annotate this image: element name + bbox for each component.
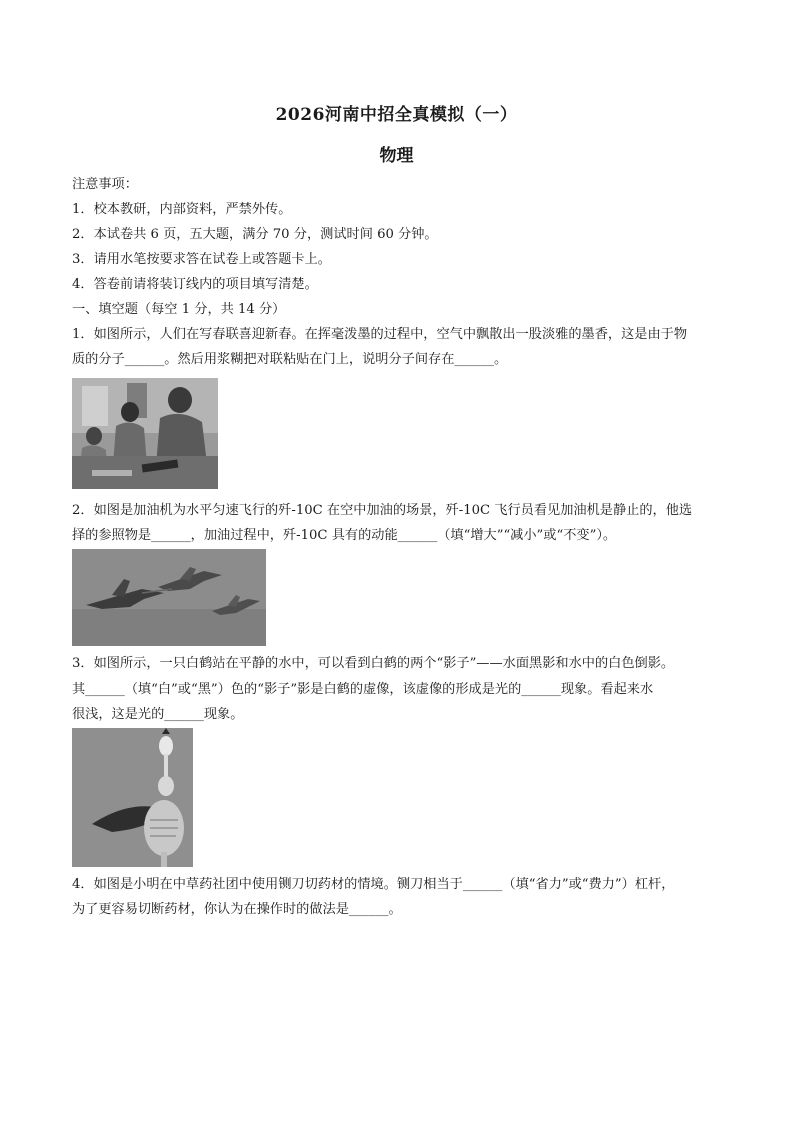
question-2-line-1: 2．如图是加油机为水平匀速飞行的歼-10C 在空中加油的场景，歼-10C 飞行员看见加油机是静止的，他选: [72, 503, 693, 518]
notice-item-1: 1．校本教研，内部资料，严禁外传。: [72, 202, 292, 217]
question-1-line-2: 质的分子______。然后用浆糊把对联粘贴在门上，说明分子间存在______。: [72, 352, 508, 367]
subject-title: 物理: [379, 146, 414, 166]
exam-title: 2026河南中招全真模拟（一）: [275, 105, 518, 125]
section-heading: 一、填空题（每空 1 分，共 14 分）: [72, 302, 286, 317]
question-1-line-1: 1．如图所示，人们在写春联喜迎新春。在挥毫泼墨的过程中，空气中飘散出一股淡雅的墨香，这是由于物: [72, 327, 688, 342]
question-4-line-1: 4．如图是小明在中草药社团中使用铡刀切药材的情境。铡刀相当于______（填“省力”或“费力”）杠杆，: [72, 877, 675, 892]
question-3-line-1: 3．如图所示，一只白鹤站在平静的水中，可以看到白鹤的两个“影子”——水面黑影和水中的白色倒影。: [72, 656, 675, 671]
notice-item-3: 3．请用水笔按要求答在试卷上或答题卡上。: [72, 252, 331, 267]
notice-item-4: 4．答卷前请将装订线内的项目填写清楚。: [72, 277, 318, 292]
question-4-line-2: 为了更容易切断药材，你认为在操作时的做法是______。: [72, 902, 402, 917]
question-3-line-3: 很浅，这是光的______现象。: [72, 707, 244, 722]
question-3-photo-crane: [72, 728, 193, 867]
notice-item-2: 2．本试卷共 6 页，五大题，满分 70 分，测试时间 60 分钟。: [72, 227, 438, 242]
notice-heading: 注意事项：: [72, 177, 138, 192]
question-2-photo-aerial-refueling: [72, 549, 266, 646]
question-3-line-2: 其______（填“白”或“黑”）色的“影子”影是白鹤的虚像，该虚像的形成是光的______现象。看起来水: [72, 682, 654, 697]
question-1-photo-couplets: [72, 378, 218, 489]
question-2-line-2: 择的参照物是______，加油过程中，歼-10C 具有的动能______（填“增大”“减小”或“不变”）。: [72, 528, 617, 543]
